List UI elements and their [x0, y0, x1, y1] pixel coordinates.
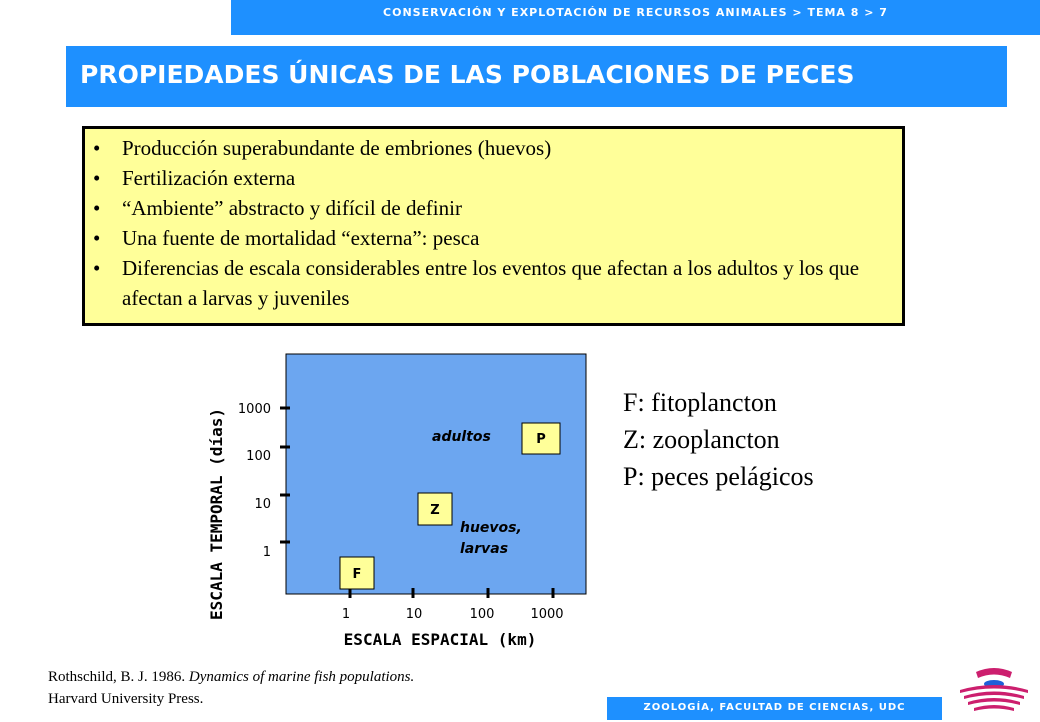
- annotation-adultos: adultos: [432, 429, 491, 445]
- box-z-label: Z: [430, 503, 440, 518]
- bullet-dot: •: [93, 196, 101, 220]
- bullet-dot: •: [93, 226, 101, 250]
- footer-bar: [607, 697, 942, 720]
- x-tick-label: 100: [469, 607, 495, 622]
- university-logo-icon: [958, 662, 1030, 718]
- list-item: [93, 163, 892, 193]
- bullet-dot: •: [93, 256, 101, 280]
- university-logo-svg: [958, 662, 1030, 718]
- page-title: PROPIEDADES ÚNICAS DE LAS POBLACIONES DE PECES: [80, 60, 855, 89]
- legend-item-f: F: fitoplancton: [623, 388, 777, 417]
- y-tick-label: 1: [262, 545, 271, 560]
- scale-diagram-svg: [178, 346, 608, 656]
- bullet-text: “Ambiente” abstracto y difícil de definir: [122, 196, 462, 220]
- citation: [48, 666, 428, 710]
- list-item: [93, 133, 892, 163]
- scale-diagram: [178, 346, 608, 656]
- bullet-dot: •: [93, 166, 101, 190]
- annotation-huevos: huevos,: [460, 520, 522, 536]
- header-bar: [231, 0, 1040, 35]
- bullet-text: Fertilización externa: [122, 166, 296, 190]
- box-f-label: F: [352, 567, 362, 582]
- bullet-text: Producción superabundante de embriones (huevos): [122, 136, 552, 160]
- legend-item-z: Z: zooplancton: [623, 425, 780, 454]
- y-tick-label: 10: [254, 497, 271, 512]
- y-tick-label: 1000: [237, 402, 271, 417]
- list-item: [93, 223, 892, 253]
- bullet-text: Una fuente de mortalidad “externa”: pesca: [122, 226, 480, 250]
- bullet-list: [93, 133, 892, 313]
- footer-text: ZOOLOGÍA, FACULTAD DE CIENCIAS, UDC: [643, 702, 906, 713]
- x-axis-title: ESCALA ESPACIAL (km): [343, 630, 537, 649]
- y-axis-title: ESCALA TEMPORAL (días): [207, 408, 226, 620]
- legend-item-p: P: peces pelágicos: [623, 462, 814, 491]
- citation-publisher: Harvard University Press.: [48, 691, 204, 707]
- bullet-dot: •: [93, 136, 101, 160]
- y-tick-label: 100: [246, 449, 271, 464]
- bullet-box: [82, 126, 905, 326]
- box-p-label: P: [536, 432, 546, 447]
- x-tick-label: 1: [341, 607, 351, 622]
- citation-author: Rothschild, B. J. 1986.: [48, 669, 186, 685]
- x-tick-label: 10: [405, 607, 423, 622]
- bullet-text: Diferencias de escala considerables entre los eventos que afectan a los adultos y los que afectan a larvas y juveniles: [122, 256, 860, 310]
- breadcrumb: CONSERVACIÓN Y EXPLOTACIÓN DE RECURSOS ANIMALES > TEMA 8 > 7: [383, 6, 888, 19]
- annotation-larvas: larvas: [460, 541, 509, 557]
- title-bar: [66, 46, 1007, 107]
- citation-book: Dynamics of marine fish populations.: [188, 669, 415, 685]
- diagram-panel: [286, 354, 586, 594]
- list-item: [93, 253, 892, 313]
- list-item: [93, 193, 892, 223]
- legend: [623, 384, 814, 495]
- x-tick-label: 1000: [530, 607, 564, 622]
